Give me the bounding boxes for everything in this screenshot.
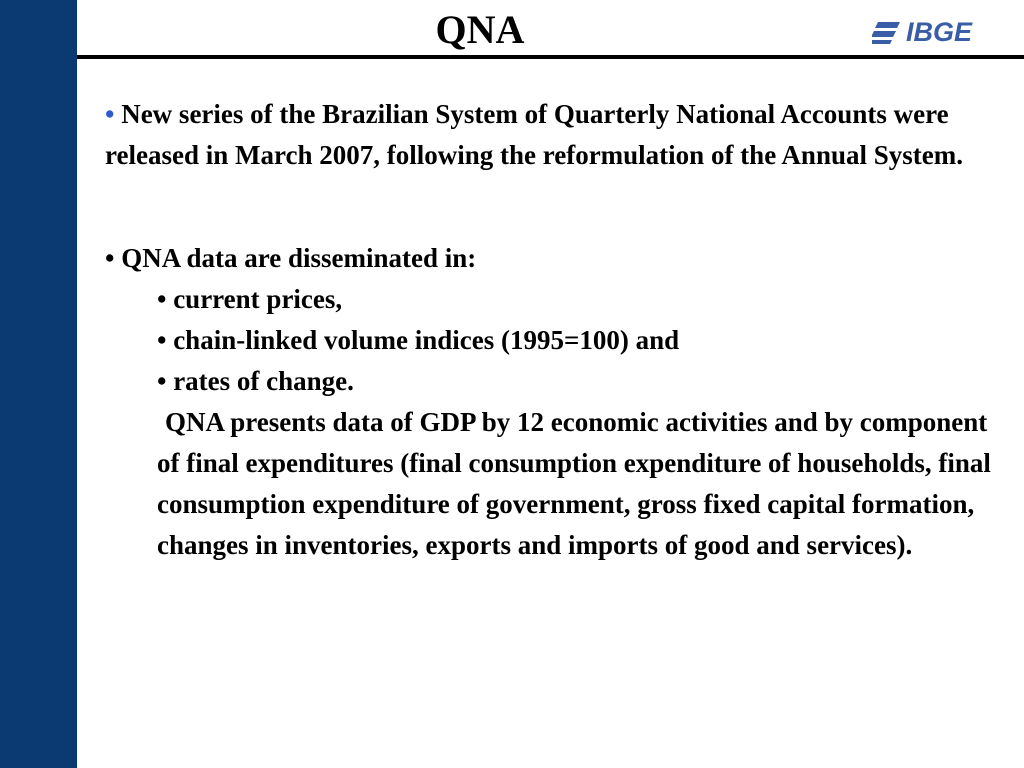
logo-wordmark: IBGE — [906, 17, 973, 47]
bullet-2-text: QNA data are disseminated in: — [121, 243, 477, 273]
slide-body — [105, 94, 1005, 566]
logo-stripe-3 — [872, 40, 892, 44]
left-sidebar-band — [0, 0, 77, 768]
ibge-logo — [872, 12, 1004, 48]
bullet-1-marker: • — [105, 99, 115, 129]
logo-stripe-2 — [872, 31, 896, 37]
slide-title: QNA — [435, 7, 525, 52]
logo-stripe-1 — [875, 22, 900, 28]
sub-bullet-volume-indices: • chain-linked volume indices (1995=100) and — [157, 325, 680, 355]
bullet-1 — [105, 94, 975, 176]
sub-bullet-rates-of-change: • rates of change. — [157, 366, 354, 396]
bullet-1-text: New series of the Brazilian System of Quarterly National Accounts were released in March 2007, following the reformulation of the Annual System. — [105, 99, 963, 170]
qna-description-text: QNA presents data of GDP by 12 economic activities and by component of final expenditures (final consumption expenditure of households, final consumption expenditure of government, gross fixed capital formation, changes in inventories, exports and imports of good and services). — [157, 407, 991, 560]
title-divider — [77, 55, 1024, 59]
bullet-2-marker: • — [105, 243, 115, 273]
bullet-2 — [105, 238, 1005, 279]
logo-mark-icon — [872, 22, 900, 44]
sub-bullet-current-prices: • current prices, — [157, 284, 343, 314]
qna-description-paragraph — [157, 402, 1002, 566]
